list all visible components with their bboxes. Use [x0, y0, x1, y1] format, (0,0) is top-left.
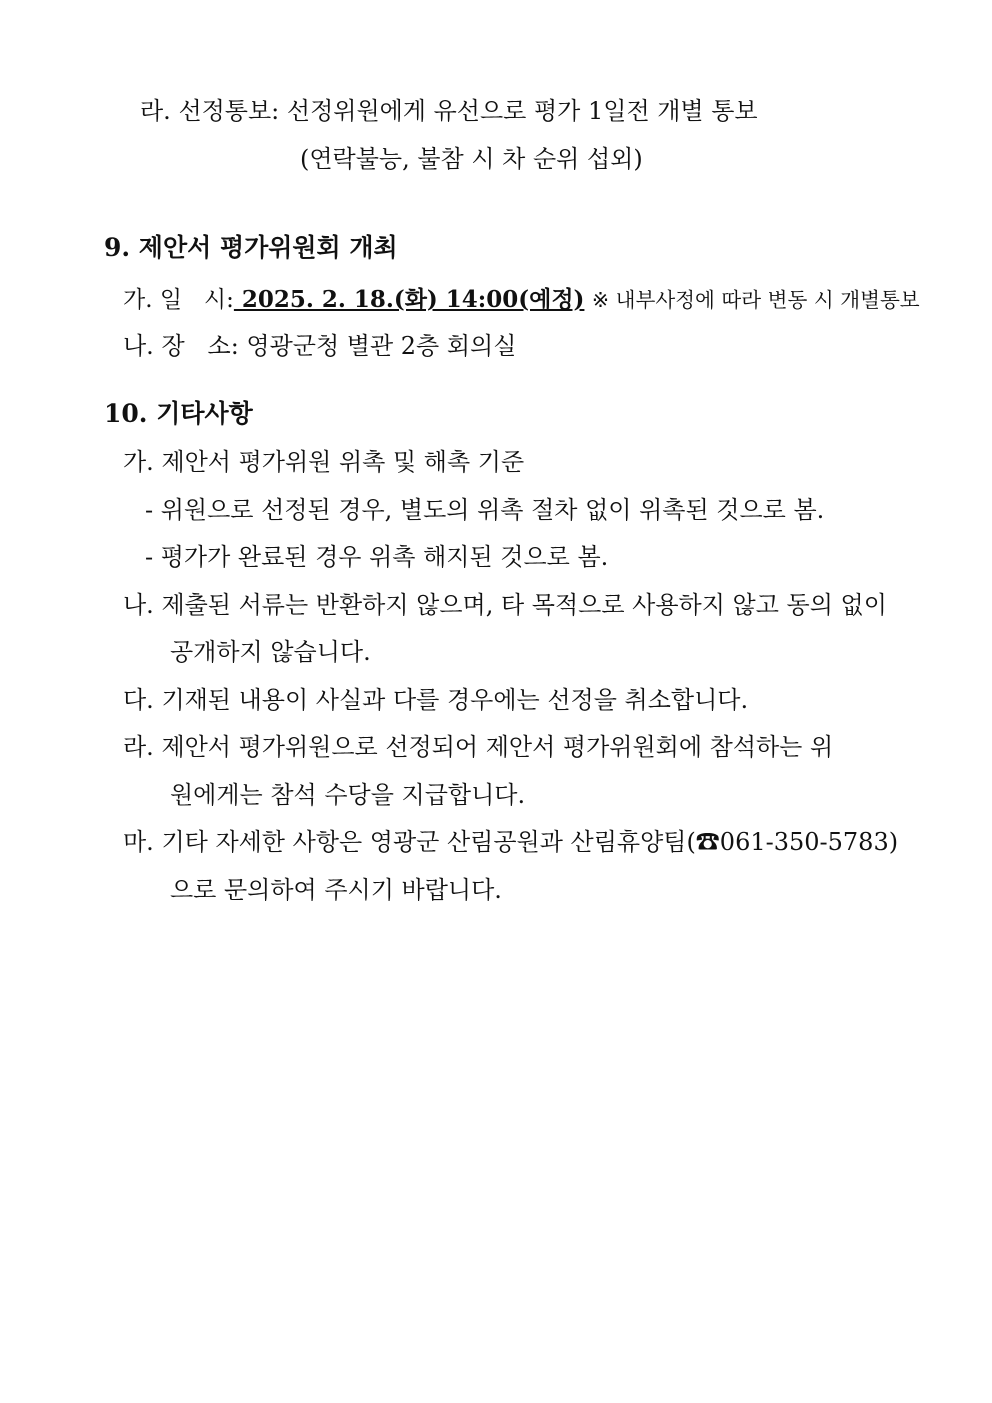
meeting-date-row	[123, 283, 920, 316]
item-na-line1: 나. 제출된 서류는 반환하지 않으며, 타 목적으로 사용하지 않고 동의 없이	[123, 591, 887, 619]
meeting-date-label: 가. 일 시:	[123, 287, 234, 313]
item-na-line2: 공개하지 않습니다.	[170, 638, 371, 666]
item-ma-line2: 으로 문의하여 주시기 바랍니다.	[170, 876, 502, 904]
item-ga-bullet-2: - 평가가 완료된 경우 위촉 해지된 것으로 봄.	[145, 543, 609, 571]
meeting-place-row: 나. 장 소: 영광군청 별관 2층 회의실	[123, 332, 517, 360]
meeting-date-value: 2025. 2. 18.(화) 14:00(예정)	[233, 286, 585, 313]
item-ga-bullet-1: - 위원으로 선정된 경우, 별도의 위촉 절차 없이 위촉된 것으로 봄.	[145, 496, 825, 524]
selection-notice-line2: (연락불능, 불참 시 차 순위 섭외)	[300, 145, 643, 173]
item-ra-line2: 원에게는 참석 수당을 지급합니다.	[170, 781, 526, 809]
item-ra-line1: 라. 제안서 평가위원으로 선정되어 제안서 평가위원회에 참석하는 위	[123, 733, 834, 761]
item-ma-line1: 마. 기타 자세한 사항은 영광군 산림공원과 산림휴양팀(☎061-350-5783)	[123, 828, 899, 856]
item-ga: 가. 제안서 평가위원 위촉 및 해촉 기준	[123, 448, 525, 476]
section-9-heading: 9. 제안서 평가위원회 개최	[104, 233, 398, 262]
item-da: 다. 기재된 내용이 사실과 다를 경우에는 선정을 취소합니다.	[123, 686, 749, 714]
meeting-date-note: ※ 내부사정에 따라 변동 시 개별통보	[591, 288, 920, 312]
selection-notice-line1: 라. 선정통보: 선정위원에게 유선으로 평가 1일전 개별 통보	[140, 97, 758, 125]
section-10-heading: 10. 기타사항	[104, 399, 253, 428]
